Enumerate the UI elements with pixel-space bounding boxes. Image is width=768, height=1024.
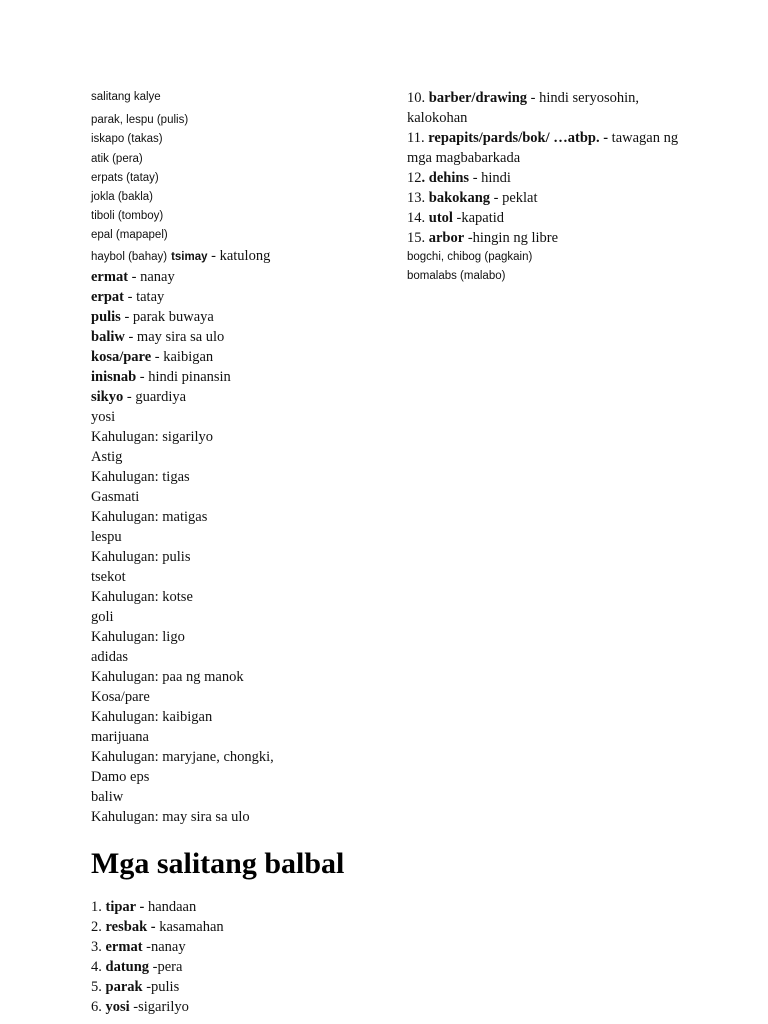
term: ermat (105, 938, 143, 955)
term: parak (105, 978, 143, 995)
list-item (407, 88, 697, 128)
sans-line: iskapo (takas) (91, 133, 163, 146)
plain-line: goli (91, 608, 114, 625)
plain-line: Kahulugan: maryjane, chongki, (91, 748, 274, 765)
term: yosi (105, 998, 130, 1015)
term: bakokang (428, 190, 491, 206)
term: resbak - (105, 918, 156, 935)
definition-line (91, 387, 391, 407)
plain-line: Damo eps (91, 768, 150, 785)
plain-line: adidas (91, 648, 129, 665)
item-number: 11. (407, 130, 429, 146)
definition: - peklat (490, 190, 538, 206)
definition: -pulis (142, 978, 180, 995)
item-number: 15. (407, 230, 429, 246)
haybol-term: haybol (bahay) (91, 250, 168, 263)
definition-line (91, 327, 391, 347)
term: barber/drawing (428, 90, 528, 106)
tsimay-term: tsimay (171, 250, 208, 263)
term: repapits/pards/bok/ …atbp. - (428, 130, 609, 146)
plain-line: Kahulugan: ligo (91, 628, 185, 645)
tsimay-def: - katulong (207, 247, 271, 264)
term: utol (428, 210, 453, 226)
plain-line: baliw (91, 788, 124, 805)
plain-line: Kahulugan: may sira sa ulo (91, 808, 250, 825)
list-item (407, 168, 697, 188)
plain-line: Kahulugan: sigarilyo (91, 428, 214, 445)
definition: -sigarilyo (129, 998, 189, 1015)
list-item (91, 937, 391, 957)
sans-line: bomalabs (malabo) (407, 270, 506, 283)
sans-line: epal (mapapel) (91, 229, 168, 242)
item-number: 4. (91, 958, 106, 975)
definition: - hindi pinansin (136, 368, 231, 385)
list-item (407, 188, 697, 208)
section-heading-salitang-balbal: Mga salitang balbal (91, 846, 345, 880)
item-number: 1. (91, 898, 106, 915)
definition: - hindi seryosohin, kalokohan (407, 90, 639, 126)
item-number: 5. (91, 978, 106, 995)
term: sikyo (91, 388, 124, 405)
bold-definitions (91, 267, 391, 407)
plain-line: tsekot (91, 568, 126, 585)
definition: - parak buwaya (120, 308, 214, 325)
term: datung (105, 958, 150, 975)
plain-line: Kahulugan: paa ng manok (91, 668, 244, 685)
list-item (91, 917, 391, 937)
definition: -hingin ng libre (464, 230, 559, 246)
sans-line: tiboli (tomboy) (91, 210, 164, 223)
plain-line: Kahulugan: tigas (91, 468, 190, 485)
definition: -nanay (142, 938, 186, 955)
sans-list-right (407, 248, 697, 286)
list-item (407, 128, 697, 168)
haybol-line (91, 246, 391, 267)
sans-line: jokla (bakla) (91, 191, 153, 204)
item-number: 12 (407, 170, 422, 186)
definition: - guardiya (123, 388, 187, 405)
definition-line (91, 287, 391, 307)
numbered-list-continued (407, 88, 697, 248)
plain-line: Kahulugan: kotse (91, 588, 193, 605)
plain-line: yosi (91, 408, 116, 425)
plain-line: Kahulugan: kaibigan (91, 708, 213, 725)
item-number: 2. (91, 918, 106, 935)
left-column (91, 88, 391, 1017)
item-number: 10. (407, 90, 429, 106)
plain-line: lespu (91, 528, 122, 545)
term: inisnab (91, 368, 137, 385)
sans-line: erpats (tatay) (91, 171, 159, 184)
definition-line (91, 347, 391, 367)
definition: - kaibigan (151, 348, 214, 365)
right-column (407, 88, 697, 286)
list-item (91, 997, 391, 1017)
definition: - tatay (124, 288, 165, 305)
list-item (91, 897, 391, 917)
numbered-list (91, 897, 391, 1017)
term: . dehins (421, 170, 470, 186)
term: arbor (428, 230, 465, 246)
term: pulis (91, 308, 121, 325)
plain-line: Gasmati (91, 488, 140, 505)
plain-line: Kahulugan: pulis (91, 548, 191, 565)
plain-line: Kahulugan: matigas (91, 508, 208, 525)
list-item (407, 228, 697, 248)
definition-line (91, 367, 391, 387)
item-number: 13. (407, 190, 429, 206)
list-item (91, 957, 391, 977)
sans-line: parak, lespu (pulis) (91, 114, 189, 127)
term: kosa/pare (91, 348, 152, 365)
plain-line: marijuana (91, 728, 149, 745)
definition-line (91, 267, 391, 287)
list-item (407, 208, 697, 228)
item-number: 3. (91, 938, 106, 955)
term: erpat (91, 288, 125, 305)
term: ermat (91, 268, 129, 285)
section-title-salitang-kalye: salitang kalye (91, 91, 161, 103)
item-number: 14. (407, 210, 429, 226)
definition: - nanay (128, 268, 175, 285)
definition: tawagan ng mga magbabarkada (407, 130, 679, 166)
definition-line (91, 307, 391, 327)
definition: -pera (149, 958, 183, 975)
sans-line: atik (pera) (91, 152, 143, 165)
plain-line: Astig (91, 448, 123, 465)
sans-list (91, 111, 391, 245)
plain-line: Kosa/pare (91, 688, 150, 705)
list-item (91, 977, 391, 997)
term: tipar - (105, 898, 145, 915)
plain-definitions (91, 407, 391, 827)
definition: -kapatid (452, 210, 505, 226)
item-number: 6. (91, 998, 106, 1015)
term: baliw (91, 328, 125, 345)
definition: - may sira sa ulo (124, 328, 225, 345)
definition: - hindi (469, 170, 511, 186)
definition: handaan (144, 898, 197, 915)
sans-line: bogchi, chibog (pagkain) (407, 251, 533, 263)
definition: kasamahan (155, 918, 224, 935)
